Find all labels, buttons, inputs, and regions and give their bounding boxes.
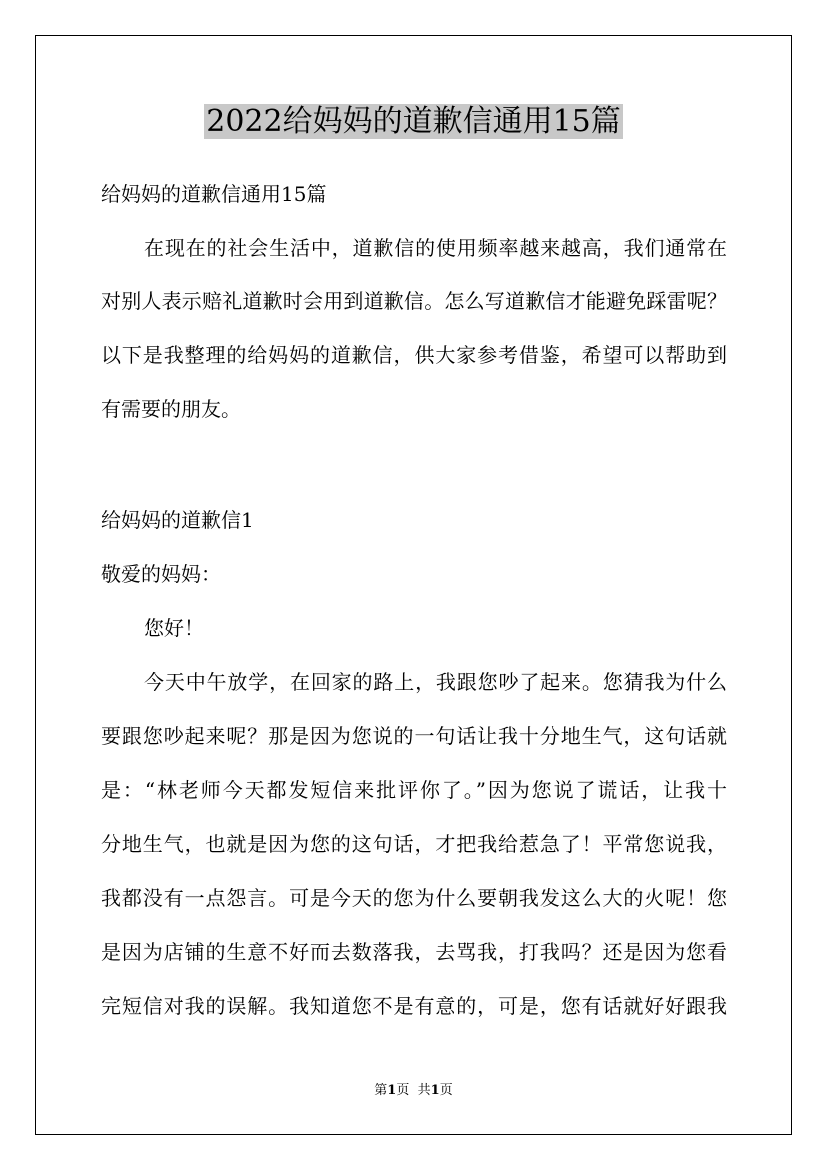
footer-page-number: 1 bbox=[387, 1083, 397, 1098]
document-title bbox=[0, 100, 827, 144]
greeting: 您好！ bbox=[144, 616, 204, 640]
footer-total-number: 1 bbox=[430, 1083, 440, 1098]
body-line: 我都没有一点怨言。可是今天的您为什么要朝我发这么大的火呢！您 bbox=[101, 886, 727, 910]
intro-line: 在现在的社会生活中，道歉信的使用频率越来越高，我们通常在 bbox=[144, 236, 727, 260]
footer-total-prefix: 共 bbox=[417, 1083, 431, 1098]
page-footer bbox=[0, 1082, 827, 1100]
salutation: 敬爱的妈妈： bbox=[101, 562, 221, 586]
intro-line: 以下是我整理的给妈妈的道歉信，供大家参考借鉴，希望可以帮助到 bbox=[101, 343, 727, 367]
body-line: 是：“林老师今天都发短信来批评你了。”因为您说了谎话，让我十 bbox=[101, 778, 727, 802]
section-heading: 给妈妈的道歉信1 bbox=[101, 508, 254, 532]
body-line: 完短信对我的误解。我知道您不是有意的，可是，您有话就好好跟我 bbox=[101, 994, 727, 1018]
document-subtitle: 给妈妈的道歉信通用15篇 bbox=[101, 182, 327, 206]
footer-total-suffix: 页 bbox=[439, 1083, 453, 1098]
intro-line: 对别人表示赔礼道歉时会用到道歉信。怎么写道歉信才能避免踩雷呢？ bbox=[101, 289, 727, 313]
footer-page-prefix: 第 bbox=[374, 1083, 388, 1098]
body-line: 今天中午放学，在回家的路上，我跟您吵了起来。您猜我为什么 bbox=[144, 670, 727, 694]
body-line: 要跟您吵起来呢？那是因为您说的一句话让我十分地生气，这句话就 bbox=[101, 724, 727, 748]
footer-page-suffix: 页 bbox=[396, 1083, 410, 1098]
document-title-text: 2022给妈妈的道歉信通用15篇 bbox=[206, 104, 621, 139]
body-line: 是因为店铺的生意不好而去数落我，去骂我，打我吗？还是因为您看 bbox=[101, 940, 727, 964]
intro-line: 有需要的朋友。 bbox=[101, 397, 241, 421]
body-line: 分地生气，也就是因为您的这句话，才把我给惹急了！平常您说我， bbox=[101, 832, 727, 856]
